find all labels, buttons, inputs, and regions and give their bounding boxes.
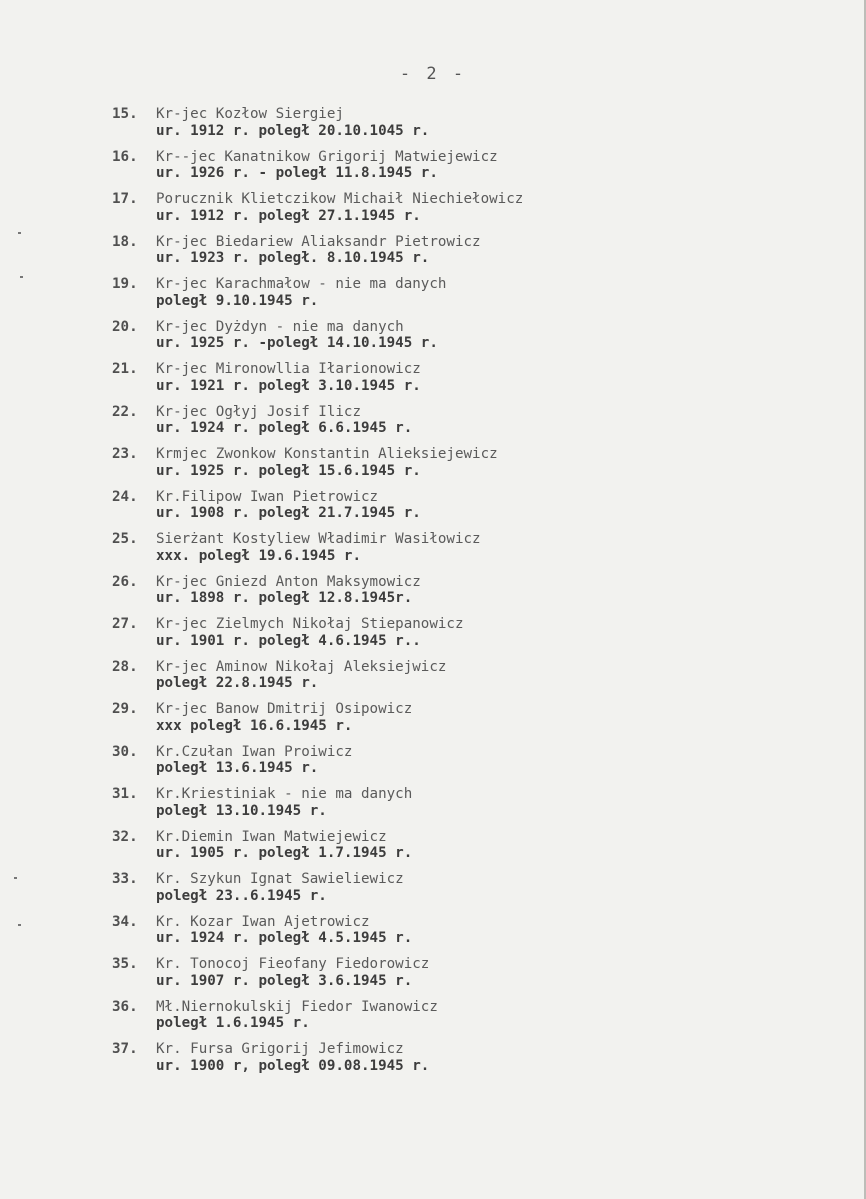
list-item	[112, 106, 752, 149]
entry-name-line: Kr.Diemin Iwan Matwiejewicz	[156, 828, 387, 845]
entry-name-line: Kr-jec Aminow Nikołaj Aleksiejwicz	[156, 658, 447, 675]
entry-date-line: ur. 1924 r. poległ 6.6.1945 r.	[156, 420, 413, 436]
margin-mark	[18, 924, 21, 926]
entry-date-line: ur. 1901 r. poległ 4.6.1945 r..	[156, 632, 421, 649]
entry-name-line: Kr.Filipow Iwan Pietrowicz	[156, 488, 379, 505]
entry-text	[156, 829, 752, 872]
list-item	[112, 1041, 752, 1084]
entry-number: 23.	[112, 446, 138, 462]
entry-text	[156, 786, 752, 829]
entry-name-line: Kr. Kozar Iwan Ajetrowicz	[156, 913, 370, 930]
list-item	[112, 786, 752, 829]
entry-date-line: poległ 1.6.1945 r.	[156, 1015, 310, 1031]
entry-name-line: Kr--jec Kanatnikow Grigorij Matwiejewicz	[156, 148, 498, 165]
entry-name-line: Kr.Czułan Iwan Proiwicz	[156, 743, 353, 760]
list-item	[112, 999, 752, 1042]
entry-text	[156, 106, 752, 149]
entry-date-line: ur. 1924 r. poległ 4.5.1945 r.	[156, 930, 413, 946]
entry-date-line: ur. 1905 r. poległ 1.7.1945 r.	[156, 845, 413, 861]
entry-number: 30.	[112, 743, 138, 760]
entry-name-line: Kr-jec Kozłow Siergiej	[156, 106, 344, 122]
entry-number: 15.	[112, 106, 138, 122]
entry-text	[156, 319, 752, 362]
entry-date-line: ur. 1912 r. poległ 20.10.1045 r.	[156, 122, 430, 139]
entry-name-line: Krmjec Zwonkow Konstantin Alieksiejewicz	[156, 446, 498, 462]
entry-text	[156, 361, 752, 404]
entry-name-line: Kr-jec Banow Dmitrij Osipowicz	[156, 701, 413, 717]
entry-number: 17.	[112, 191, 138, 207]
entry-name-line: Kr-jec Zielmych Nikołaj Stiepanowicz	[156, 616, 464, 632]
entry-text	[156, 701, 752, 744]
entry-date-line: poległ 13.6.1945 r.	[156, 760, 319, 776]
entry-number: 33.	[112, 871, 138, 887]
list-item	[112, 574, 752, 617]
entry-name-line: Kr. Fursa Grigorij Jefimowicz	[156, 1041, 404, 1057]
entry-name-line: Kr-jec Karachmałow - nie ma danych	[156, 276, 447, 292]
entry-name-line: Mł.Niernokulskij Fiedor Iwanowicz	[156, 998, 438, 1015]
entry-date-line: ur. 1921 r. poległ 3.10.1945 r.	[156, 377, 421, 394]
entry-number: 24.	[112, 488, 138, 505]
entry-date-line: ur. 1925 r. poległ 15.6.1945 r.	[156, 462, 421, 479]
entry-name-line: Kr. Szykun Ignat Sawieliewicz	[156, 871, 404, 887]
list-item	[112, 319, 752, 362]
entry-number: 20.	[112, 318, 138, 335]
entry-number: 36.	[112, 998, 138, 1015]
entry-text	[156, 446, 752, 489]
list-item	[112, 149, 752, 192]
entry-text	[156, 404, 752, 447]
entry-number: 22.	[112, 403, 138, 420]
entry-name-line: Porucznik Klietczikow Michaił Niechiełowicz	[156, 191, 524, 207]
entry-date-line: ur. 1912 r. poległ 27.1.1945 r.	[156, 207, 421, 224]
entry-date-line: ur. 1900 r, poległ 09.08.1945 r.	[156, 1057, 430, 1074]
list-item	[112, 404, 752, 447]
entry-date-line: ur. 1898 r. poległ 12.8.1945r.	[156, 590, 413, 606]
entry-date-line: ur. 1907 r. poległ 3.6.1945 r.	[156, 972, 413, 989]
entry-number: 25.	[112, 531, 138, 547]
list-item	[112, 531, 752, 574]
entry-text	[156, 489, 752, 532]
entry-text	[156, 149, 752, 192]
entry-number: 37.	[112, 1041, 138, 1057]
entry-number: 18.	[112, 233, 138, 250]
entry-name-line: Kr-jec Biedariew Aliaksandr Pietrowicz	[156, 233, 481, 250]
entry-name-line: Kr-jec Dyżdyn - nie ma danych	[156, 318, 404, 335]
entry-number: 19.	[112, 276, 138, 292]
list-item	[112, 489, 752, 532]
entry-text	[156, 276, 752, 319]
margin-mark	[18, 232, 21, 234]
entry-text	[156, 191, 752, 234]
entry-number: 32.	[112, 828, 138, 845]
entry-number: 35.	[112, 956, 138, 972]
entry-date-line: poległ 23..6.1945 r.	[156, 887, 327, 904]
entry-text	[156, 956, 752, 999]
entry-text	[156, 744, 752, 787]
entry-text	[156, 1041, 752, 1084]
entry-name-line: Kr. Tonocoj Fieofany Fiedorowicz	[156, 956, 430, 972]
page-number: - 2 -	[399, 64, 467, 84]
list-item	[112, 914, 752, 957]
entry-text	[156, 999, 752, 1042]
entry-date-line: poległ 22.8.1945 r.	[156, 675, 319, 691]
entry-name-line: Kr.Kriestiniak - nie ma danych	[156, 786, 413, 802]
entry-number: 28.	[112, 658, 138, 675]
entry-text	[156, 914, 752, 957]
entry-name-line: Sierżant Kostyliew Władimir Wasiłowicz	[156, 531, 481, 547]
list-item	[112, 829, 752, 872]
list-item	[112, 616, 752, 659]
list-item	[112, 871, 752, 914]
entry-text	[156, 871, 752, 914]
entry-name-line: Kr-jec Gniezd Anton Maksymowicz	[156, 573, 421, 590]
entry-date-line: poległ 9.10.1945 r.	[156, 292, 319, 309]
list-item	[112, 701, 752, 744]
entry-number: 31.	[112, 786, 138, 802]
entry-number: 16.	[112, 148, 138, 165]
list-item	[112, 659, 752, 702]
margin-mark	[20, 276, 23, 278]
casualty-list	[112, 106, 752, 1084]
entry-number: 26.	[112, 573, 138, 590]
entry-name-line: Kr-jec Ogłyj Josif Ilicz	[156, 403, 361, 420]
entry-name-line: Kr-jec Mironowllia Iłarionowicz	[156, 361, 421, 377]
list-item	[112, 234, 752, 277]
entry-text	[156, 531, 752, 574]
entry-text	[156, 659, 752, 702]
entry-number: 34.	[112, 913, 138, 930]
entry-date-line: ur. 1908 r. poległ 21.7.1945 r.	[156, 505, 421, 521]
entry-number: 29.	[112, 701, 138, 717]
list-item	[112, 361, 752, 404]
margin-mark	[14, 877, 17, 879]
entry-date-line: poległ 13.10.1945 r.	[156, 802, 327, 819]
list-item	[112, 276, 752, 319]
entry-date-line: xxx. poległ 19.6.1945 r.	[156, 547, 361, 564]
entry-text	[156, 574, 752, 617]
entry-text	[156, 616, 752, 659]
entry-number: 27.	[112, 616, 138, 632]
entry-date-line: ur. 1925 r. -poległ 14.10.1945 r.	[156, 335, 438, 351]
list-item	[112, 191, 752, 234]
list-item	[112, 956, 752, 999]
entry-date-line: ur. 1926 r. - poległ 11.8.1945 r.	[156, 165, 438, 181]
list-item	[112, 446, 752, 489]
list-item	[112, 744, 752, 787]
entry-date-line: ur. 1923 r. poległ. 8.10.1945 r.	[156, 250, 430, 266]
entry-number: 21.	[112, 361, 138, 377]
entry-text	[156, 234, 752, 277]
entry-date-line: xxx poległ 16.6.1945 r.	[156, 717, 353, 734]
